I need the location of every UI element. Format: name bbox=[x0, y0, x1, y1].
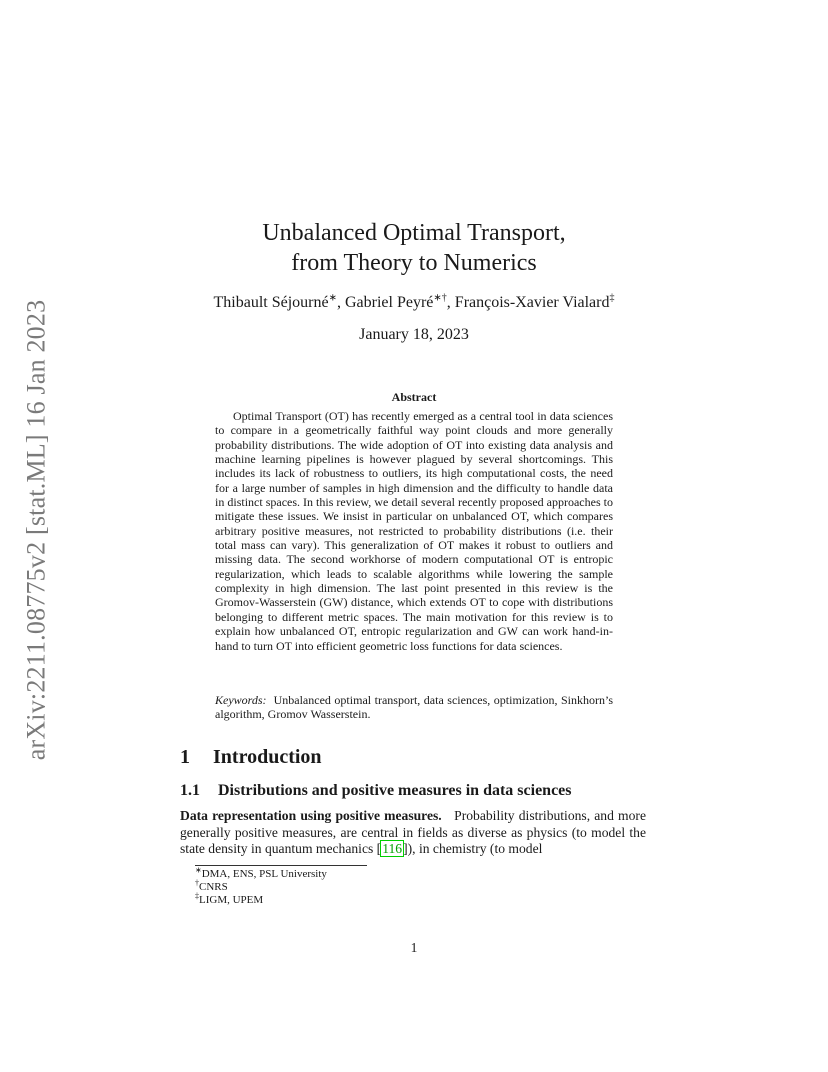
subsection-title: Distributions and positive measures in data sciences bbox=[218, 782, 572, 799]
paper-title bbox=[180, 218, 648, 278]
footnote-1-text: DMA, ENS, PSL University bbox=[201, 868, 327, 880]
abstract-heading: Abstract bbox=[391, 390, 437, 404]
footnote-1-mark: ∗ bbox=[195, 865, 202, 875]
author-3: François-Xavier Vialard bbox=[454, 294, 610, 311]
title-line-2: from Theory to Numerics bbox=[291, 250, 537, 276]
page-number: 1 bbox=[410, 940, 418, 955]
abstract-body: Optimal Transport (OT) has recently emerged as a central tool in data sciences to compare in a geometrically faithful way point clouds and more generally probability distributions. The wide adoption of OT into existing data analysis and machine learning pipelines is however plagued by several shortcomings. This includes its lack of robustness to outliers, its high computational costs, the need for a large number of samples in high dimension and the difficulty to handle data in distinct spaces. In this review, we detail several recently proposed approaches to mitigate these issues. We insist in particular on unbalanced OT, which compares arbitrary positive measures, not restricted to probability distributions (i.e. their total mass can vary). This generalization of OT makes it robust to outliers and missing data. The second workhorse of modern computational OT is entropic regularization, which leads to scalable algorithms while lowering the sample complexity in high dimension. The last point presented in this review is the Gromov-Wasserstein (GW) distance, which extends OT to cope with distributions belonging to different metric spaces. The main motivation for this review is to explain how unbalanced OT, entropic regularization and GW can work hand-in-hand to turn OT into efficient geometric loss functions for data sciences. bbox=[215, 409, 613, 653]
footnote-2 bbox=[195, 878, 327, 894]
footnote-1 bbox=[195, 865, 327, 881]
author-1-mark: ∗ bbox=[328, 292, 337, 304]
footnote-rule bbox=[195, 865, 367, 866]
keywords bbox=[215, 693, 613, 722]
subsection-number: 1.1 bbox=[180, 782, 200, 799]
footnote-3-text: LIGM, UPEM bbox=[199, 894, 264, 906]
keywords-label: Keywords: bbox=[215, 693, 267, 707]
author-3-mark: ‡ bbox=[609, 292, 615, 304]
paragraph-lead: Data representation using positive measures. bbox=[180, 808, 442, 823]
footnote-2-text: CNRS bbox=[199, 881, 228, 893]
arxiv-id-text: arXiv:2211.08775v2 [stat.ML] 16 Jan 2023 bbox=[21, 299, 51, 761]
section-title: Introduction bbox=[213, 746, 322, 768]
footnote-3 bbox=[195, 891, 327, 907]
publication-date: January 18, 2023 bbox=[359, 326, 469, 343]
author-list: Thibault Séjourné∗, Gabriel Peyré∗†, François-Xavier Vialard‡ bbox=[213, 292, 615, 311]
subsection-heading bbox=[180, 781, 572, 801]
section-heading bbox=[180, 745, 322, 769]
author-1: Thibault Séjourné bbox=[213, 294, 329, 311]
citation-link[interactable]: 116 bbox=[382, 841, 403, 857]
author-2: Gabriel Peyré bbox=[345, 294, 434, 311]
paragraph-text-after: ]), in chemistry (to model bbox=[403, 841, 543, 857]
intro-paragraph bbox=[180, 808, 646, 858]
keywords-text: Unbalanced optimal transport, data sciences, optimization, Sinkhorn’s algorithm, Gromov Wasserstein. bbox=[215, 693, 613, 722]
author-2-mark: ∗† bbox=[433, 292, 447, 304]
paragraph-text-before: Probability distributions, and more generally positive measures, are central in fields as diverse as physics (to model the state density in quantum mechanics [ bbox=[180, 808, 646, 857]
section-number: 1 bbox=[180, 746, 190, 768]
footnote-3-mark: ‡ bbox=[195, 891, 199, 901]
footnotes bbox=[195, 865, 327, 907]
arxiv-identifier-sidebar bbox=[20, 285, 52, 775]
title-line-1: Unbalanced Optimal Transport, bbox=[262, 220, 566, 246]
footnote-2-mark: † bbox=[195, 878, 199, 888]
